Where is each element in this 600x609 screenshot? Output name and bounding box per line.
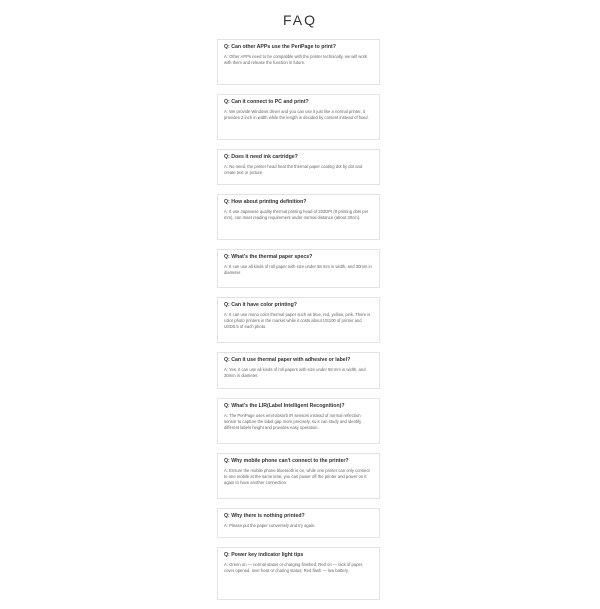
faq-item (217, 508, 380, 538)
faq-answer: A: No need, the printer head heat the thermal paper coating dot by dot and create text or picture. (224, 164, 363, 175)
faq-item (217, 547, 380, 600)
faq-question: Q: How about printing definition? (224, 199, 307, 205)
faq-answer: A: It can use all kinds of roll paper with size under 58 mm in width, and 30mm in diameter. (224, 264, 372, 275)
page-title: FAQ (282, 12, 317, 28)
faq-item (217, 249, 380, 288)
faq-item (217, 94, 380, 140)
faq-answer: A: It can use mono color thermal paper such as blue, red, yellow, pink. There is color photo printers in the market while it costs about US100 of printer and USD0.5 of each photo. (224, 312, 371, 329)
faq-question: Q: Can it have color printing? (224, 302, 297, 308)
faq-question: Q: Can it connect to PC and print? (224, 99, 309, 105)
faq-item (217, 453, 380, 499)
faq-question: Q: Power key indicator light tips (224, 552, 304, 558)
faq-answer: A: Please put the paper conversely and try again. (224, 523, 316, 528)
faq-answer: A: Ensure the mobile phone bluetooth is on, while one printer can only connect to one mobile at the same time, you can power off the printer and power on it again to have another connection. (224, 468, 370, 485)
faq-answer: A: It use Japanese quality thermal printing head of 203DPI (8 printing dots per mm), can meet reading requirement under normal distance (about 30cm). (224, 209, 369, 220)
faq-item (217, 149, 380, 185)
faq-list (217, 39, 380, 609)
faq-answer: A: Other APPs need to be compatible with the printer technically, we will work with them and release the function in future. (224, 54, 368, 65)
faq-question: Q: Why there is nothing printed? (224, 513, 305, 519)
faq-question: Q: Can other APPs use the PeriPage to print? (224, 44, 336, 50)
faq-item (217, 398, 380, 444)
faq-question: Q: Does it need ink cartridge? (224, 154, 298, 160)
faq-question: Q: Why mobile phone can't connect to the printer? (224, 458, 349, 464)
faq-answer: A: Yes, it can use all kinds of roll papers with size under 58 mm in width, and 30mm in diameter. (224, 367, 366, 378)
faq-answer: A: Green on — normal status or charging finished; Red on — lack of paper, cover opened, over heat or charing status; Red flash — low battery. (224, 562, 364, 573)
faq-question: Q: What's the thermal paper specs? (224, 254, 313, 260)
faq-item (217, 297, 380, 343)
faq-question: Q: What's the LIR(Label Intelligent Recognition)? (224, 403, 345, 409)
faq-item (217, 39, 380, 85)
faq-question: Q: Can it use thermal paper with adhesive or label? (224, 357, 351, 363)
faq-item (217, 352, 380, 389)
faq-answer: A: The PeriPage uses emit-absorb IR sensors instead of normal reflection sensor to capture the label gap more precisely, so it can study and identify different labels height and provides easy operation. (224, 413, 362, 430)
faq-item (217, 194, 380, 240)
faq-answer: A: We provide Windows driver and you can use it just like a normal printer, it provides 2 inch in width while the length is decided by content instead of fixed. (224, 109, 369, 120)
